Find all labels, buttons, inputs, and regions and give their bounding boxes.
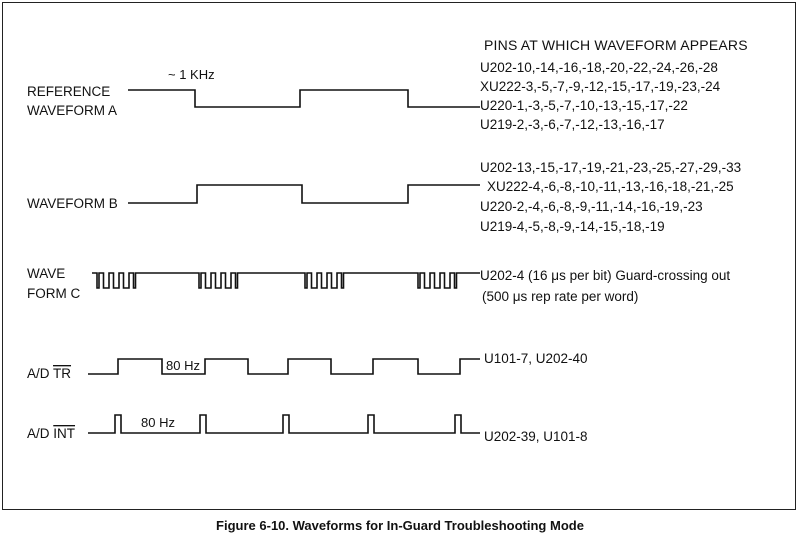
- waveform-a-group: [27, 60, 721, 132]
- waveform-c-pins-line2-a: (500: [482, 289, 513, 304]
- waveform-a-pins-3: U219-2,-3,-6,-7,-12,-13,-16,-17: [480, 117, 665, 132]
- waveform-c-label-line2: FORM C: [27, 286, 81, 301]
- ad-tr-frequency: 80 Hz: [166, 358, 200, 373]
- waveform-c-pins-line2-b: rep rate per word): [527, 289, 639, 304]
- waveform-c-pins-line1: [480, 268, 730, 283]
- waveform-b-pins-2: U220-2,-4,-6,-8,-9,-11,-14,-16,-19,-23: [480, 199, 703, 214]
- waveform-c-pins-line1-b: per bit) Guard-crossing out: [565, 268, 731, 283]
- waveform-c-pins-line1-mu: μs: [551, 268, 566, 283]
- ad-int-pins: U202-39, U101-8: [484, 429, 588, 444]
- pins-header: PINS AT WHICH WAVEFORM APPEARS: [484, 37, 748, 53]
- ad-tr-label: [27, 366, 71, 381]
- waveform-a-frequency: ~ 1 KHz: [168, 67, 215, 82]
- ad-int-label: [27, 426, 75, 441]
- waveform-a-pins-1: XU222-3,-5,-7,-9,-12,-15,-17,-19,-23,-24: [480, 79, 721, 94]
- ad-tr-label-prefix: A/D: [27, 366, 54, 381]
- waveform-a-label-line1: REFERENCE: [27, 84, 111, 99]
- waveform-b-pins-1: XU222-4,-6,-8,-10,-11,-13,-16,-18,-21,-25: [487, 179, 734, 194]
- ad-int-label-overline: INT: [53, 426, 76, 441]
- waveform-a-pins-0: U202-10,-14,-16,-18,-20,-22,-24,-26,-28: [480, 60, 718, 75]
- waveform-a-label-line2: WAVEFORM A: [27, 103, 118, 118]
- waveform-b-group: [27, 160, 741, 234]
- ad-tr-trace: [88, 359, 480, 374]
- ad-int-frequency: 80 Hz: [141, 415, 175, 430]
- waveform-c-pins-line2: [482, 289, 638, 304]
- waveform-a-trace: [128, 90, 480, 107]
- ad-tr-pins: U101-7, U202-40: [484, 351, 588, 366]
- waveform-b-trace: [128, 185, 480, 203]
- waveform-c-label-line1: WAVE: [27, 266, 66, 281]
- waveform-b-label: WAVEFORM B: [27, 196, 118, 211]
- ad-tr-label-overline: TR: [53, 366, 72, 381]
- waveform-c-pins-line2-mu: μs: [512, 289, 528, 304]
- waveform-c-group: [27, 266, 730, 304]
- waveform-b-pins-0: U202-13,-15,-17,-19,-21,-23,-25,-27,-29,-33: [480, 160, 742, 175]
- figure-caption: Figure 6-10. Waveforms for In-Guard Troubleshooting Mode: [216, 518, 584, 533]
- waveform-c-trace: [92, 273, 480, 288]
- waveform-b-pins-3: U219-4,-5,-8,-9,-14,-15,-18,-19: [480, 219, 665, 234]
- waveform-c-pins-line1-a: U202-4 (16: [480, 268, 552, 283]
- ad-int-group: [27, 415, 588, 444]
- waveform-a-pins-2: U220-1,-3,-5,-7,-10,-13,-15,-17,-22: [480, 98, 688, 113]
- ad-int-label-prefix: A/D: [27, 426, 54, 441]
- ad-tr-group: [27, 351, 588, 381]
